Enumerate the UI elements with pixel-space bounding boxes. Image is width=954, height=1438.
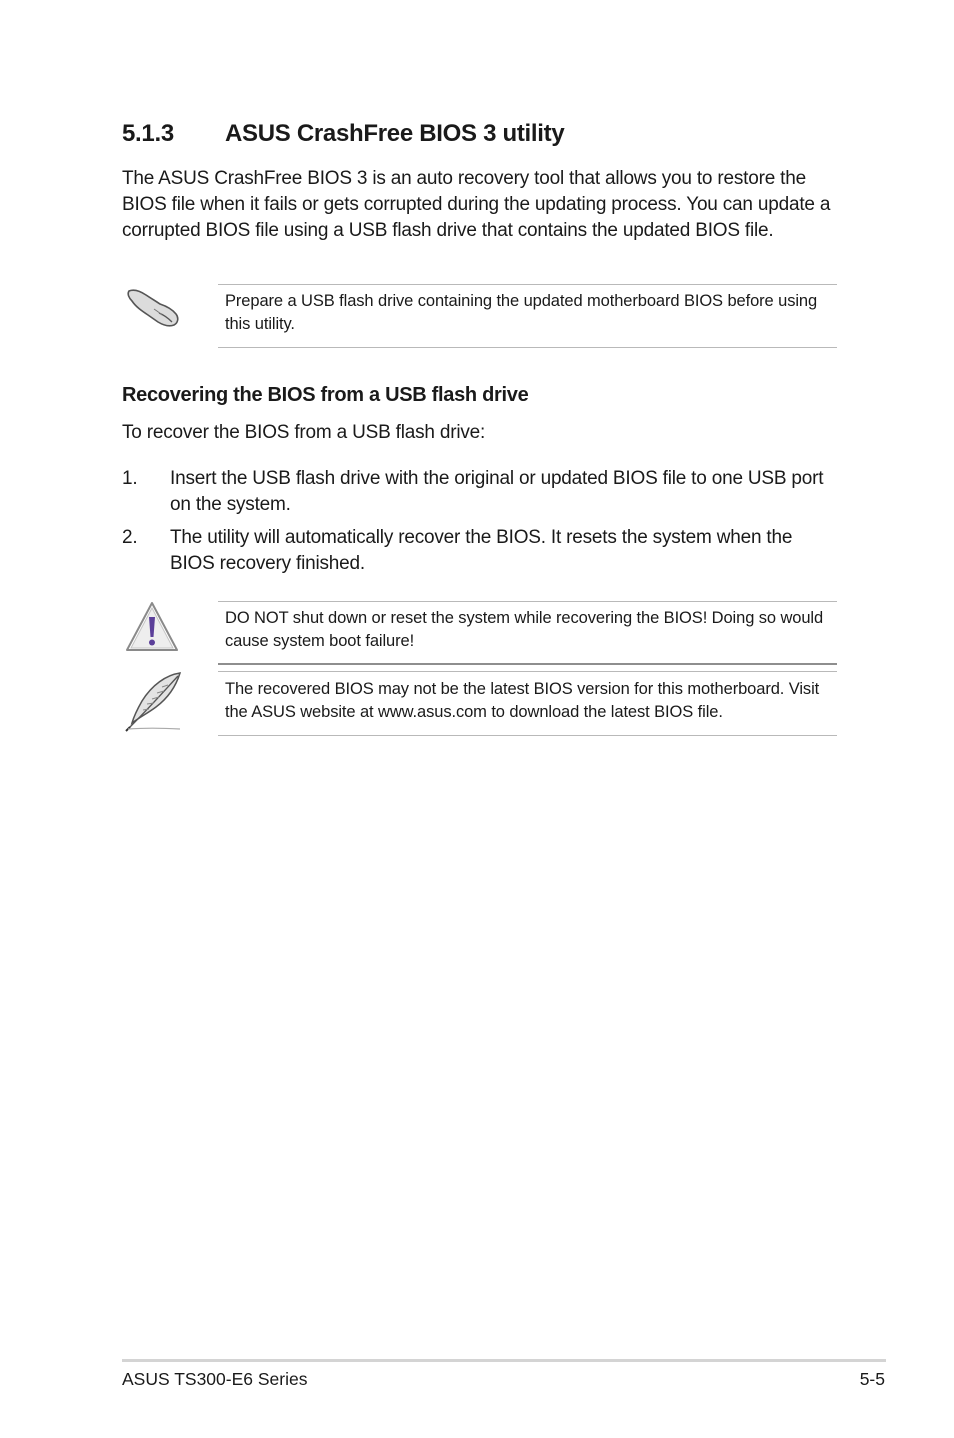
warning-rule-top [218, 601, 837, 602]
section-heading [122, 120, 564, 148]
note-rule-bottom [218, 347, 837, 348]
hand-pointing-icon [126, 287, 182, 336]
list-item [122, 466, 832, 518]
footer-page-number: 5-5 [859, 1369, 885, 1389]
warning-triangle-icon [124, 600, 180, 659]
intro-paragraph: The ASUS CrashFree BIOS 3 is an auto recovery tool that allows you to restore the BIOS file when it fails or gets corrupted during the updating process. You can update a corrupted BIOS file using a USB flash drive that contains the updated BIOS file. [122, 168, 831, 241]
note-info-text: The recovered BIOS may not be the latest BIOS version for this motherboard. Visit the ASUS website at www.asus.com to download the latest BIOS file. [225, 680, 820, 721]
note-prepare-text: Prepare a USB flash drive containing the updated motherboard BIOS before using this utility. [225, 292, 818, 333]
step-number: 2. [122, 527, 138, 548]
quill-pen-icon [122, 671, 184, 738]
footer-product-name: ASUS TS300-E6 Series [122, 1369, 308, 1389]
footer-rule [122, 1359, 886, 1362]
step-number: 1. [122, 468, 138, 489]
step-text: The utility will automatically recover the BIOS. It resets the system when the BIOS recovery finished. [170, 527, 793, 574]
steps-lead-text: To recover the BIOS from a USB flash drive: [122, 422, 486, 443]
warning-rule-bottom [218, 663, 837, 665]
note-rule-top [218, 284, 837, 285]
warning-text: DO NOT shut down or reset the system while recovering the BIOS! Doing so would cause system boot failure! [225, 609, 824, 650]
step-text: Insert the USB flash drive with the original or updated BIOS file to one USB port on the system. [170, 468, 824, 515]
section-number: 5.1.3 [122, 120, 174, 147]
note-info-rule-top [218, 671, 837, 672]
section-title: ASUS CrashFree BIOS 3 utility [225, 120, 565, 147]
note-info-rule-bottom [218, 735, 837, 736]
list-item [122, 525, 832, 577]
subheading-recovering: Recovering the BIOS from a USB flash drive [122, 384, 529, 406]
